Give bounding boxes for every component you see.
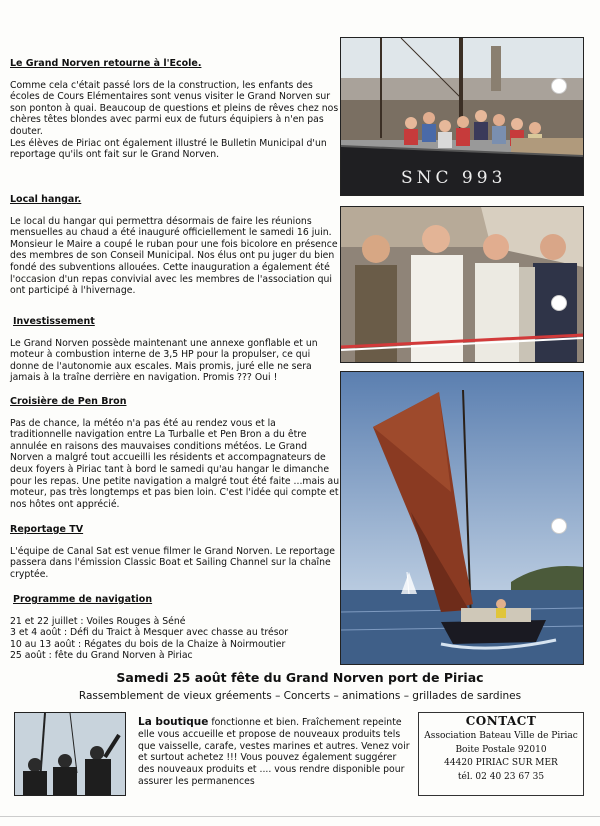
boutique-body: fonctionne et bien. Fraîchement repeinte elle vous accueille et propose de nouveaux produits tels que vaisselle, carafe, vestes marines et autres. Venez voir et surtout achetez !!! Vous pouvez également suggérer des nouveaux produits et .... vous rendre disponible pour assurer les permanences — [138, 717, 410, 787]
section-programme — [10, 594, 340, 662]
photo-sailing-boat — [340, 371, 584, 665]
punch-hole — [551, 295, 567, 311]
boutique-lead: La boutique — [138, 716, 209, 728]
boutique-text — [138, 717, 410, 788]
programme-item: 10 au 13 août : Régates du bois de la Chaize à Noirmoutier — [10, 638, 286, 650]
contact-line: tél. 02 40 23 67 35 — [457, 771, 545, 782]
section-heading: Reportage TV — [10, 524, 84, 535]
boat-hull-text: SNC 993 — [401, 168, 507, 188]
photo-sailing-illustration — [341, 372, 583, 664]
page-bottom-rule — [0, 816, 600, 817]
contact-line: Boite Postale 92010 — [455, 744, 547, 755]
section-local-hangar — [10, 194, 340, 297]
section-paragraph: Comme cela c'était passé lors de la construction, les enfants des écoles de Cours Elémentaires sont venus visiter le Grand Norven sur son ponton à quai. Beaucoup de questions et pleins de rêves chez nos chères têtes blondes avec parmi eux de futurs équipiers à n'en pas douter. — [10, 79, 339, 137]
contact-line: Association Bateau Ville de Piriac — [424, 731, 578, 742]
photo-children-on-boat — [340, 37, 584, 196]
punch-hole — [551, 518, 567, 534]
programme-item: 3 et 4 août : Défi du Traict à Mesquer avec chasse au trésor — [10, 627, 289, 639]
section-paragraph: Le Grand Norven possède maintenant une annexe gonflable et un moteur à combustion interne de 3,5 HP pour la propulser, ce qui donne de l'autonomie aux escales. Mais promis, juré elle ne sera jamais à la traîne derrière en navigation. Promis ??? Oui ! — [10, 337, 318, 384]
section-heading: Croisière de Pen Bron — [10, 396, 127, 407]
contact-box — [418, 712, 584, 796]
section-heading: Local hangar. — [10, 194, 82, 205]
event-subtitle: Rassemblement de vieux gréements – Concerts – animations – grillades de sardines — [78, 690, 522, 702]
section-paragraph: Les élèves de Piriac ont également illustré le Bulletin Municipal d'un reportage qu'ils ont fait sur le Grand Norven. — [10, 137, 327, 161]
section-paragraph: Le local du hangar qui permettra désormais de faire les réunions mensuelles au chaud a été inauguré officiellement le samedi 16 juin. Monsieur le Maire a coupé le ruban pour une fois bicolore en présence des membres de son Conseil Municipal. Nos élus ont pu juger du bien fondé des subventions allouées. Cette inauguration a également été l'occasion d'un repas convivial avec les membres de l'association qui ont participé à l'hivernage. — [10, 215, 338, 297]
section-croisiere — [10, 396, 340, 510]
section-paragraph: L'équipe de Canal Sat est venue filmer le Grand Norven. Le reportage passera dans l'émission Classic Boat et Sailing Channel sur la chaîne cryptée. — [10, 545, 335, 580]
photo-crew-illustration — [15, 713, 125, 795]
photo-ribbon-illustration — [341, 207, 583, 362]
programme-item: 21 et 22 juillet : Voiles Rouges à Séné — [10, 615, 186, 627]
contact-title: CONTACT — [465, 714, 537, 728]
photo-crew — [14, 712, 126, 796]
programme-item: 25 août : fête du Grand Norven à Piriac — [10, 650, 193, 662]
section-paragraph: Pas de chance, la météo n'a pas été au rendez vous et la traditionnelle navigation entre La Turballe et Pen Bron a du être annulée en raisons des mauvaises conditions météos. Le Grand Norven a malgré tout accueilli les résidents et accompagnateurs de deux foyers à Piriac tant à bord le samedi qu'au hangar le dimanche pour les repas. Une petite navigation a malgré tout été faite ...mais au moteur, pas très longtemps et pas bien loin. C'est l'idée qui compte et nos hôtes ont apprécié. — [10, 417, 340, 510]
punch-hole — [551, 78, 567, 94]
section-heading: Le Grand Norven retourne à l'Ecole. — [10, 58, 202, 69]
section-heading: Programme de navigation — [13, 594, 153, 605]
event-title: Samedi 25 août fête du Grand Norven port de Piriac — [116, 670, 484, 685]
section-heading: Investissement — [13, 316, 95, 327]
contact-line: 44420 PIRIAC SUR MER — [444, 758, 558, 769]
section-reportage-tv — [10, 524, 340, 580]
photo-ribbon-cutting — [340, 206, 584, 363]
section-ecole — [10, 58, 340, 161]
section-investissement — [10, 316, 340, 384]
